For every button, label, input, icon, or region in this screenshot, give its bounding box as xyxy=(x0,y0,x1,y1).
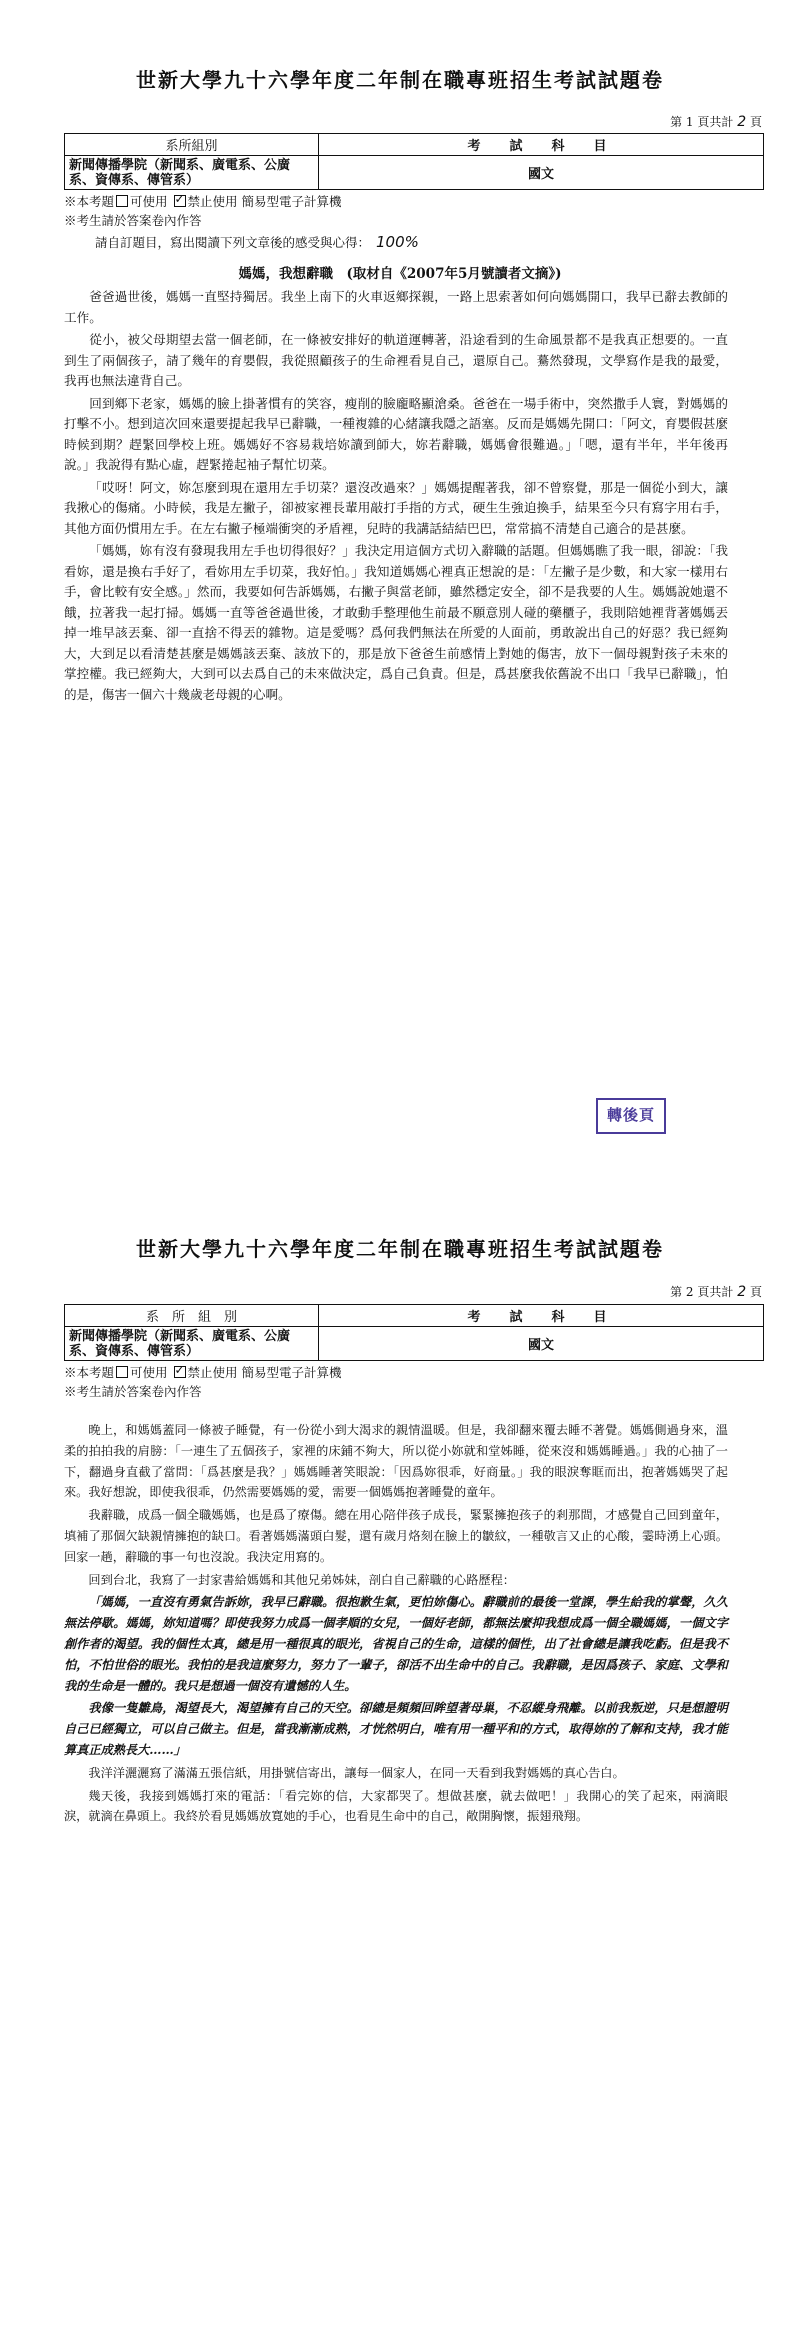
checkbox-forbidden-checked xyxy=(174,195,186,207)
paragraph: 我洋洋灑灑寫了滿滿五張信紙，用掛號信寄出，讓每一個家人，在同一天看到我對媽媽的真心告白。 xyxy=(88,1765,625,1780)
exam-header-table xyxy=(64,133,764,190)
calculator-note-suffix: 簡易型電子計算機 xyxy=(241,194,342,209)
exam-title: 世新大學九十六學年度二年制在職專班招生考試試題卷 xyxy=(136,1237,664,1261)
header-subject-label: 考 試 科 目 xyxy=(319,1305,764,1327)
calculator-note xyxy=(64,193,342,210)
paragraph: 回到鄉下老家，媽媽的臉上掛著慣有的笑容，瘦削的臉龐略顯滄桑。爸爸在一場手術中，突然撒手人寰，對媽媽的打擊不小。想到這次回來還要提起我早已辭職，一種複雜的心緒讓我隱之語塞。反而是媽媽先開口：「阿文，育嬰假甚麼時候到期？趕緊回學校上班。媽媽好不容易栽培妳讀到師大，妳若辭職，媽媽會很難過。」「嗯，還有半年，半年後再說。」我說得有點心虛，趕緊捲起袖子幫忙切菜。 xyxy=(64,395,728,472)
continue-stamp: 轉後頁 xyxy=(596,1098,666,1134)
paragraph: 「哎呀！阿文，妳怎麼到現在還用左手切菜？還沒改過來？」媽媽提醒著我，卻不曾察覺，那是一個從小到大，讓我揪心的傷痛。小時候，我是左撇子，卻被家裡長輩用敲打手指的方式，硬生生強迫換手，結果至今只有寫字用右手，其他方面仍慣用左手。在左右撇子極端衝突的矛盾裡，兒時的我講話結結巴巴，常常搞不清楚自己適合的是甚麼。 xyxy=(64,479,728,536)
page-number-prefix: 第 xyxy=(670,115,683,129)
header-dept-value: 新聞傳播學院（新聞系、廣電系、公廣系、資傳系、傳管系） xyxy=(65,156,319,190)
paragraph: 晚上，和媽媽蓋同一條被子睡覺，有一份從小到大渴求的親情溫暖。但是，我卻翻來覆去睡不著覺。媽媽側過身來，溫柔的拍拍我的肩膀：「一連生了五個孩子，家裡的床鋪不夠大，所以從小妳就和堂姊睡，從來沒和媽媽睡過。」我的心抽了一下，翻過身直截了當問：「爲甚麼是我？」媽媽睡著笑眼說：「因爲妳很乖，好商量。」我的眼淚奪眶而出，抱著媽媽哭了起來。我好想說，即使我很乖，仍然需要媽媽的愛，需要一個媽媽抱著睡覺的童年。 xyxy=(64,1423,728,1500)
page-number-mid: 頁共計 xyxy=(697,115,734,129)
calculator-note xyxy=(64,1364,342,1381)
paragraph: 「媽媽，妳有沒有發現我用左手也切得很好？」我決定用這個方式切入辭職的話題。但媽媽瞧了我一眼，卻說：「我看妳，還是換右手好了，看妳用左手切菜，我好怕。」我知道媽媽心裡真正想說的是：「左撇子是少數，和大家一樣用右手，會比較有安全感。」然而，我要如何告訴媽媽，右撇子與當老師，雖然穩定安全，卻不是我要的人生。媽媽說她還不餓，拉著我一起打掃。媽媽一直等爸爸過世後，才敢動手整理他生前最不願意別人碰的藥櫃子，我則陪她裡背著媽媽丟掉一堆早該丟棄、卻一直捨不得丟的雜物。這是愛嗎？爲何我們無法在所愛的人面前，勇敢說出自己的好惡？我已經夠大，大到足以看清楚甚麼是媽媽該丟棄、該放下的，那是放下爸爸生前感情上對她的傷害，放下一個母親對孩子未來的掌控權。我已經夠大，大到可以去爲自己的未來做決定，爲自己負責。但是，爲甚麼我依舊說不出口「我早已辭職」，怕的是，傷害一個六十幾歲老母親的心啊。 xyxy=(64,543,728,702)
option-allowed-label: 可使用 xyxy=(130,194,168,209)
page-number-mid: 頁共計 xyxy=(697,1285,734,1299)
checkbox-forbidden-checked xyxy=(174,1366,186,1378)
letter-paragraph: 我像一隻雛鳥，渴望長大，渴望擁有自己的天空。卻總是頻頻回眸望著母巢，不忍縱身飛離。以前我叛逆，只是想證明自己已經獨立，可以自己做主。但是，當我漸漸成熟，才恍然明白，唯有用一種平和的方式，取得妳的了解和支持，我才能算真正成熟長大……」 xyxy=(64,1701,728,1757)
header-dept-label: 系 所 組 別 xyxy=(65,1305,319,1327)
paragraph: 爸爸過世後，媽媽一直堅持獨居。我坐上南下的火車返鄉探親，一路上思索著如何向媽媽開口，我早已辭去教師的工作。 xyxy=(64,289,728,325)
page-number-current: 2 xyxy=(685,1285,694,1299)
page-number-current: 1 xyxy=(685,115,694,129)
page-number-prefix: 第 xyxy=(670,1285,683,1299)
page-number xyxy=(670,113,762,130)
calculator-note-suffix: 簡易型電子計算機 xyxy=(241,1365,342,1380)
checkbox-allowed xyxy=(116,195,128,207)
letter-paragraph: 「媽媽，一直沒有勇氣告訴妳，我早已辭職。很抱歉生氣，更怕妳傷心。辭職前的最後一堂課，學生給我的掌聲，久久無法停歇。媽媽，妳知道嗎？即使我努力成爲一個孝順的女兒，一個好老師，都無法麼抑我想成爲一個全職媽媽，一個文字創作者的渴望。我的個性太真，總是用一種很真的眼光，省視自己的生命，這樣的個性，出了社會總是讓我吃虧。但是我不怕，不怕世俗的眼光。我怕的是我這麼努力，努力了一輩子，卻活不出生命中的自己。我辭職，是因爲孩子、家庭、文學和我的生命是一體的。我只是想過一個沒有遺憾的人生。 xyxy=(64,1595,728,1693)
header-dept-value: 新聞傳播學院（新聞系、廣電系、公廣系、資傳系、傳管系） xyxy=(65,1327,319,1361)
article-heading: 媽媽，我想辭職 (取材自《2007年5月號讀者文摘》) xyxy=(238,266,562,282)
exam-header-table xyxy=(64,1304,764,1361)
option-forbidden-label: 禁止使用 xyxy=(187,194,238,209)
option-forbidden-label: 禁止使用 xyxy=(187,1365,238,1380)
paragraph: 我辭職，成爲一個全職媽媽，也是爲了療傷。總在用心陪伴孩子成長，緊緊擁抱孩子的剎那間，才感覺自己回到童年，填補了那個欠缺親情擁抱的缺口。看著媽媽滿頭白髮，還有歲月烙刻在臉上的皺紋，一種敬言又止的心酸，霎時湧上心頭。回家一趟，辭職的事一句也沒說。我決定用寫的。 xyxy=(64,1508,728,1564)
exam-title: 世新大學九十六學年度二年制在職專班招生考試試題卷 xyxy=(136,68,664,92)
answer-note: ※考生請於答案卷內作答 xyxy=(64,213,202,228)
calculator-note-prefix: ※本考題 xyxy=(64,1365,115,1380)
calculator-note-prefix: ※本考題 xyxy=(64,194,115,209)
paragraph: 回到台北，我寫了一封家書給媽媽和其他兄弟姊妹，剖白自己辭職的心路歷程： xyxy=(88,1572,515,1587)
score-handwritten: 100% xyxy=(376,233,419,251)
option-allowed-label: 可使用 xyxy=(130,1365,168,1380)
instruction-text: 請自訂題目，寫出閱讀下列文章後的感受與心得： xyxy=(95,235,371,250)
exam-page-2 xyxy=(0,1171,800,2342)
paragraph: 幾天後，我接到媽媽打來的電話：「看完妳的信，大家都哭了。想做甚麼，就去做吧！」我開心的笑了起來，兩滴眼淚，就滴在鼻頭上。我終於看見媽媽放寬她的手心，也看見生命中的自己，敞開胸懷，振翅飛翔。 xyxy=(64,1788,728,1824)
checkbox-allowed xyxy=(116,1366,128,1378)
header-subject-label: 考 試 科 目 xyxy=(319,134,764,156)
article-body-page1 xyxy=(64,287,728,707)
page-number-suffix: 頁 xyxy=(749,1285,762,1299)
header-subject-value: 國文 xyxy=(319,156,764,190)
paragraph: 從小，被父母期望去當一個老師，在一條被安排好的軌道運轉著，沿途看到的生命風景都不是我真正想要的。一直到生了兩個孩子，請了幾年的育嬰假，我從照顧孩子的生命裡看見自己，還原自己。驀然發現，文學寫作是我的最愛，我再也無法違背自己。 xyxy=(64,332,728,388)
header-subject-value: 國文 xyxy=(319,1327,764,1361)
page-number-total: 2 xyxy=(737,114,747,130)
page-number xyxy=(670,1283,762,1300)
instruction xyxy=(95,233,419,251)
article-body-page2 xyxy=(64,1420,728,1829)
header-dept-label: 系所組別 xyxy=(65,134,319,156)
answer-note: ※考生請於答案卷內作答 xyxy=(64,1384,202,1399)
page-number-total: 2 xyxy=(737,1284,747,1300)
page-number-suffix: 頁 xyxy=(749,115,762,129)
